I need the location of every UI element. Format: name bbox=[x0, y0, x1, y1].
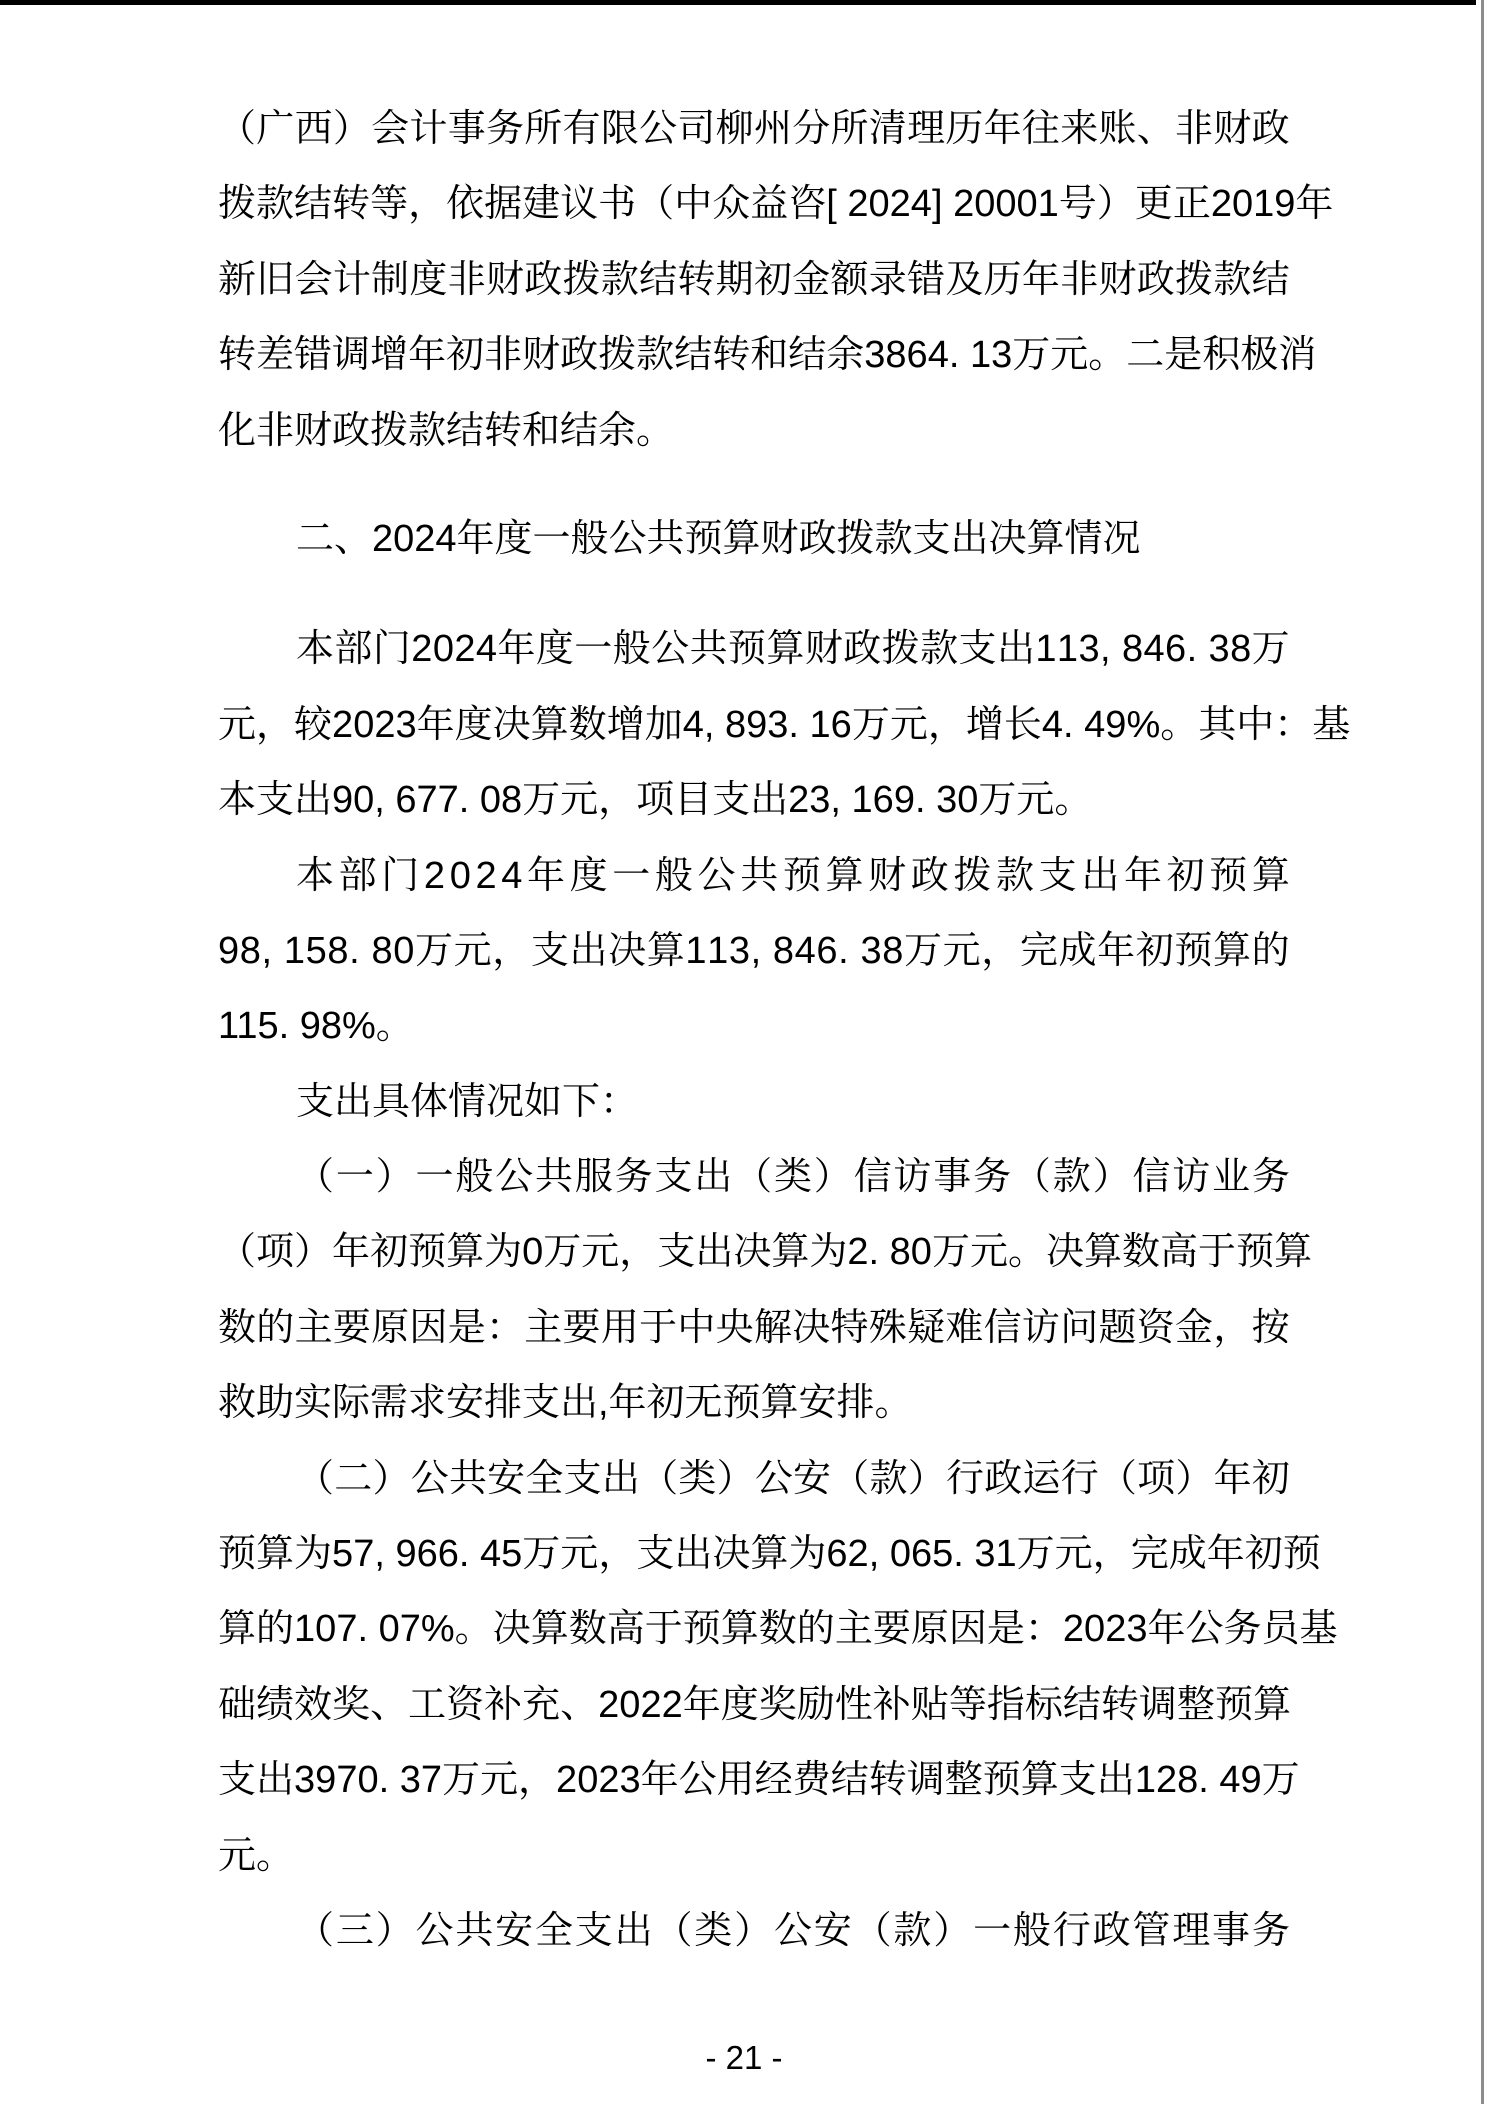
text-line bbox=[218, 394, 1290, 469]
text-line-content: 支 出 3 9 7 0 . 3 7 万 元 ， 2 0 2 3 年 公 用 经 费 结 转 调 整 预 算 支 出 1 2 8 . 4 9 万 bbox=[218, 1759, 1300, 1802]
text-line bbox=[218, 914, 1290, 989]
text-line bbox=[218, 1442, 1290, 1517]
text-line-content: （ 二 ） 公 共 安 全 支 出 （ 类 ） 公 安 （ 款 ） 行 政 运 行 （ 项 ） 年 初 bbox=[296, 1457, 1290, 1500]
text-line-content: 础 绩 效 奖 、 工 资 补 充 、 2 0 2 2 年 度 奖 励 性 补 贴 等 指 标 结 转 调 整 预 算 bbox=[218, 1683, 1291, 1726]
text-line bbox=[218, 1743, 1300, 1818]
text-line bbox=[218, 688, 1351, 763]
text-line bbox=[218, 763, 1290, 838]
text-line-content: （ 一 ） 一 般 公 共 服 务 支 出 （ 类 ） 信 访 事 务 （ 款 ） 信 访 业 务 bbox=[296, 1156, 1290, 1199]
text-line bbox=[218, 989, 1290, 1064]
text-line-content: 新 旧 会 计 制 度 非 财 政 拨 款 结 转 期 初 金 额 录 错 及 历 年 非 财 政 拨 款 结 bbox=[218, 258, 1290, 301]
text-line-content: 救助实际需求安排支出,年初无预算安排。 bbox=[218, 1382, 913, 1425]
text-line bbox=[218, 1366, 1290, 1441]
text-line-content: （ 三 ） 公 共 安 全 支 出 （ 类 ） 公 安 （ 款 ） 一 般 行 政 管 理 事 务 bbox=[296, 1909, 1290, 1952]
text-line bbox=[218, 1215, 1313, 1290]
text-line bbox=[218, 839, 1290, 914]
page-number: - 21 - bbox=[705, 2039, 783, 2076]
text-line bbox=[218, 1291, 1290, 1366]
text-line bbox=[218, 1894, 1290, 1969]
document-body bbox=[218, 92, 1351, 1969]
text-line-content: 115. 98%。 bbox=[218, 1005, 414, 1048]
text-line-content: 数 的 主 要 原 因 是 ： 主 要 用 于 中 央 解 决 特 殊 疑 难 信 访 问 题 资 金 ， 按 bbox=[218, 1306, 1290, 1349]
text-line bbox=[218, 1140, 1290, 1215]
text-line bbox=[218, 1065, 1290, 1140]
text-line-content: 支出具体情况如下： bbox=[296, 1080, 639, 1123]
text-line-content: 算 的 1 0 7 . 0 7 % 。 决 算 数 高 于 预 算 数 的 主 要 原 因 是 ： 2 0 2 3 年 公 务 员 基 bbox=[218, 1608, 1338, 1651]
text-line-content: 拨 款 结 转 等 ， 依 据 建 议 书 （ 中 众 益 咨 [ 2 0 2 4 ] 2 0 0 0 1 号 ） 更 正 2 0 1 9 年 bbox=[218, 183, 1334, 226]
text-line-content: 本 部 门 2 0 2 4 年 度 一 般 公 共 预 算 财 政 拨 款 支 出 年 初 预 算 bbox=[296, 854, 1290, 897]
text-line bbox=[218, 1517, 1321, 1592]
text-line-content: 转 差 错 调 增 年 初 非 财 政 拨 款 结 转 和 结 余 3 8 6 4 . 1 3 万 元 。 二 是 积 极 消 bbox=[218, 334, 1317, 377]
text-line-content: 元 ， 较 2 0 2 3 年 度 决 算 数 增 加 4 , 8 9 3 . 1 6 万 元 ， 增 长 4 . 4 9 % 。 其 中 ： 基 bbox=[218, 703, 1351, 746]
text-line bbox=[218, 318, 1317, 393]
text-line-content: 元。 bbox=[218, 1834, 295, 1877]
text-line bbox=[218, 1592, 1338, 1667]
text-line-content: （ 项 ） 年 初 预 算 为 0 万 元 ， 支 出 决 算 为 2 . 8 0 万 元 。 决 算 数 高 于 预 算 bbox=[218, 1231, 1313, 1274]
text-line bbox=[218, 612, 1290, 687]
text-line bbox=[218, 92, 1290, 167]
section-heading bbox=[218, 502, 1290, 577]
text-line bbox=[218, 1668, 1290, 1743]
text-line-content: 本支出90, 677. 08万元，项目支出23, 169. 30万元。 bbox=[218, 779, 1093, 822]
right-border-line bbox=[1481, 0, 1484, 2104]
text-line bbox=[218, 167, 1334, 242]
text-line-content: 二、2024年度一般公共预算财政拨款支出决算情况 bbox=[296, 517, 1141, 560]
text-line bbox=[218, 1819, 1290, 1894]
text-line-content: 预 算 为 5 7 , 9 6 6 . 4 5 万 元 ， 支 出 决 算 为 6 2 , 0 6 5 . 3 1 万 元 ， 完 成 年 初 预 bbox=[218, 1533, 1321, 1576]
text-line-content: 9 8 , 1 5 8 . 8 0 万 元 ， 支 出 决 算 1 1 3 , 8 4 6 . 3 8 万 元 ， 完 成 年 初 预 算 的 bbox=[218, 929, 1290, 972]
top-border-line bbox=[0, 0, 1476, 5]
text-line-content: （ 广 西 ） 会 计 事 务 所 有 限 公 司 柳 州 分 所 清 理 历 年 往 来 账 、 非 财 政 bbox=[218, 108, 1290, 150]
text-line-content: 化非财政拨款结转和结余。 bbox=[218, 409, 675, 452]
text-line-content: 本 部 门 2 0 2 4 年 度 一 般 公 共 预 算 财 政 拨 款 支 出 1 1 3 , 8 4 6 . 3 8 万 bbox=[296, 628, 1290, 671]
text-line bbox=[218, 243, 1290, 318]
